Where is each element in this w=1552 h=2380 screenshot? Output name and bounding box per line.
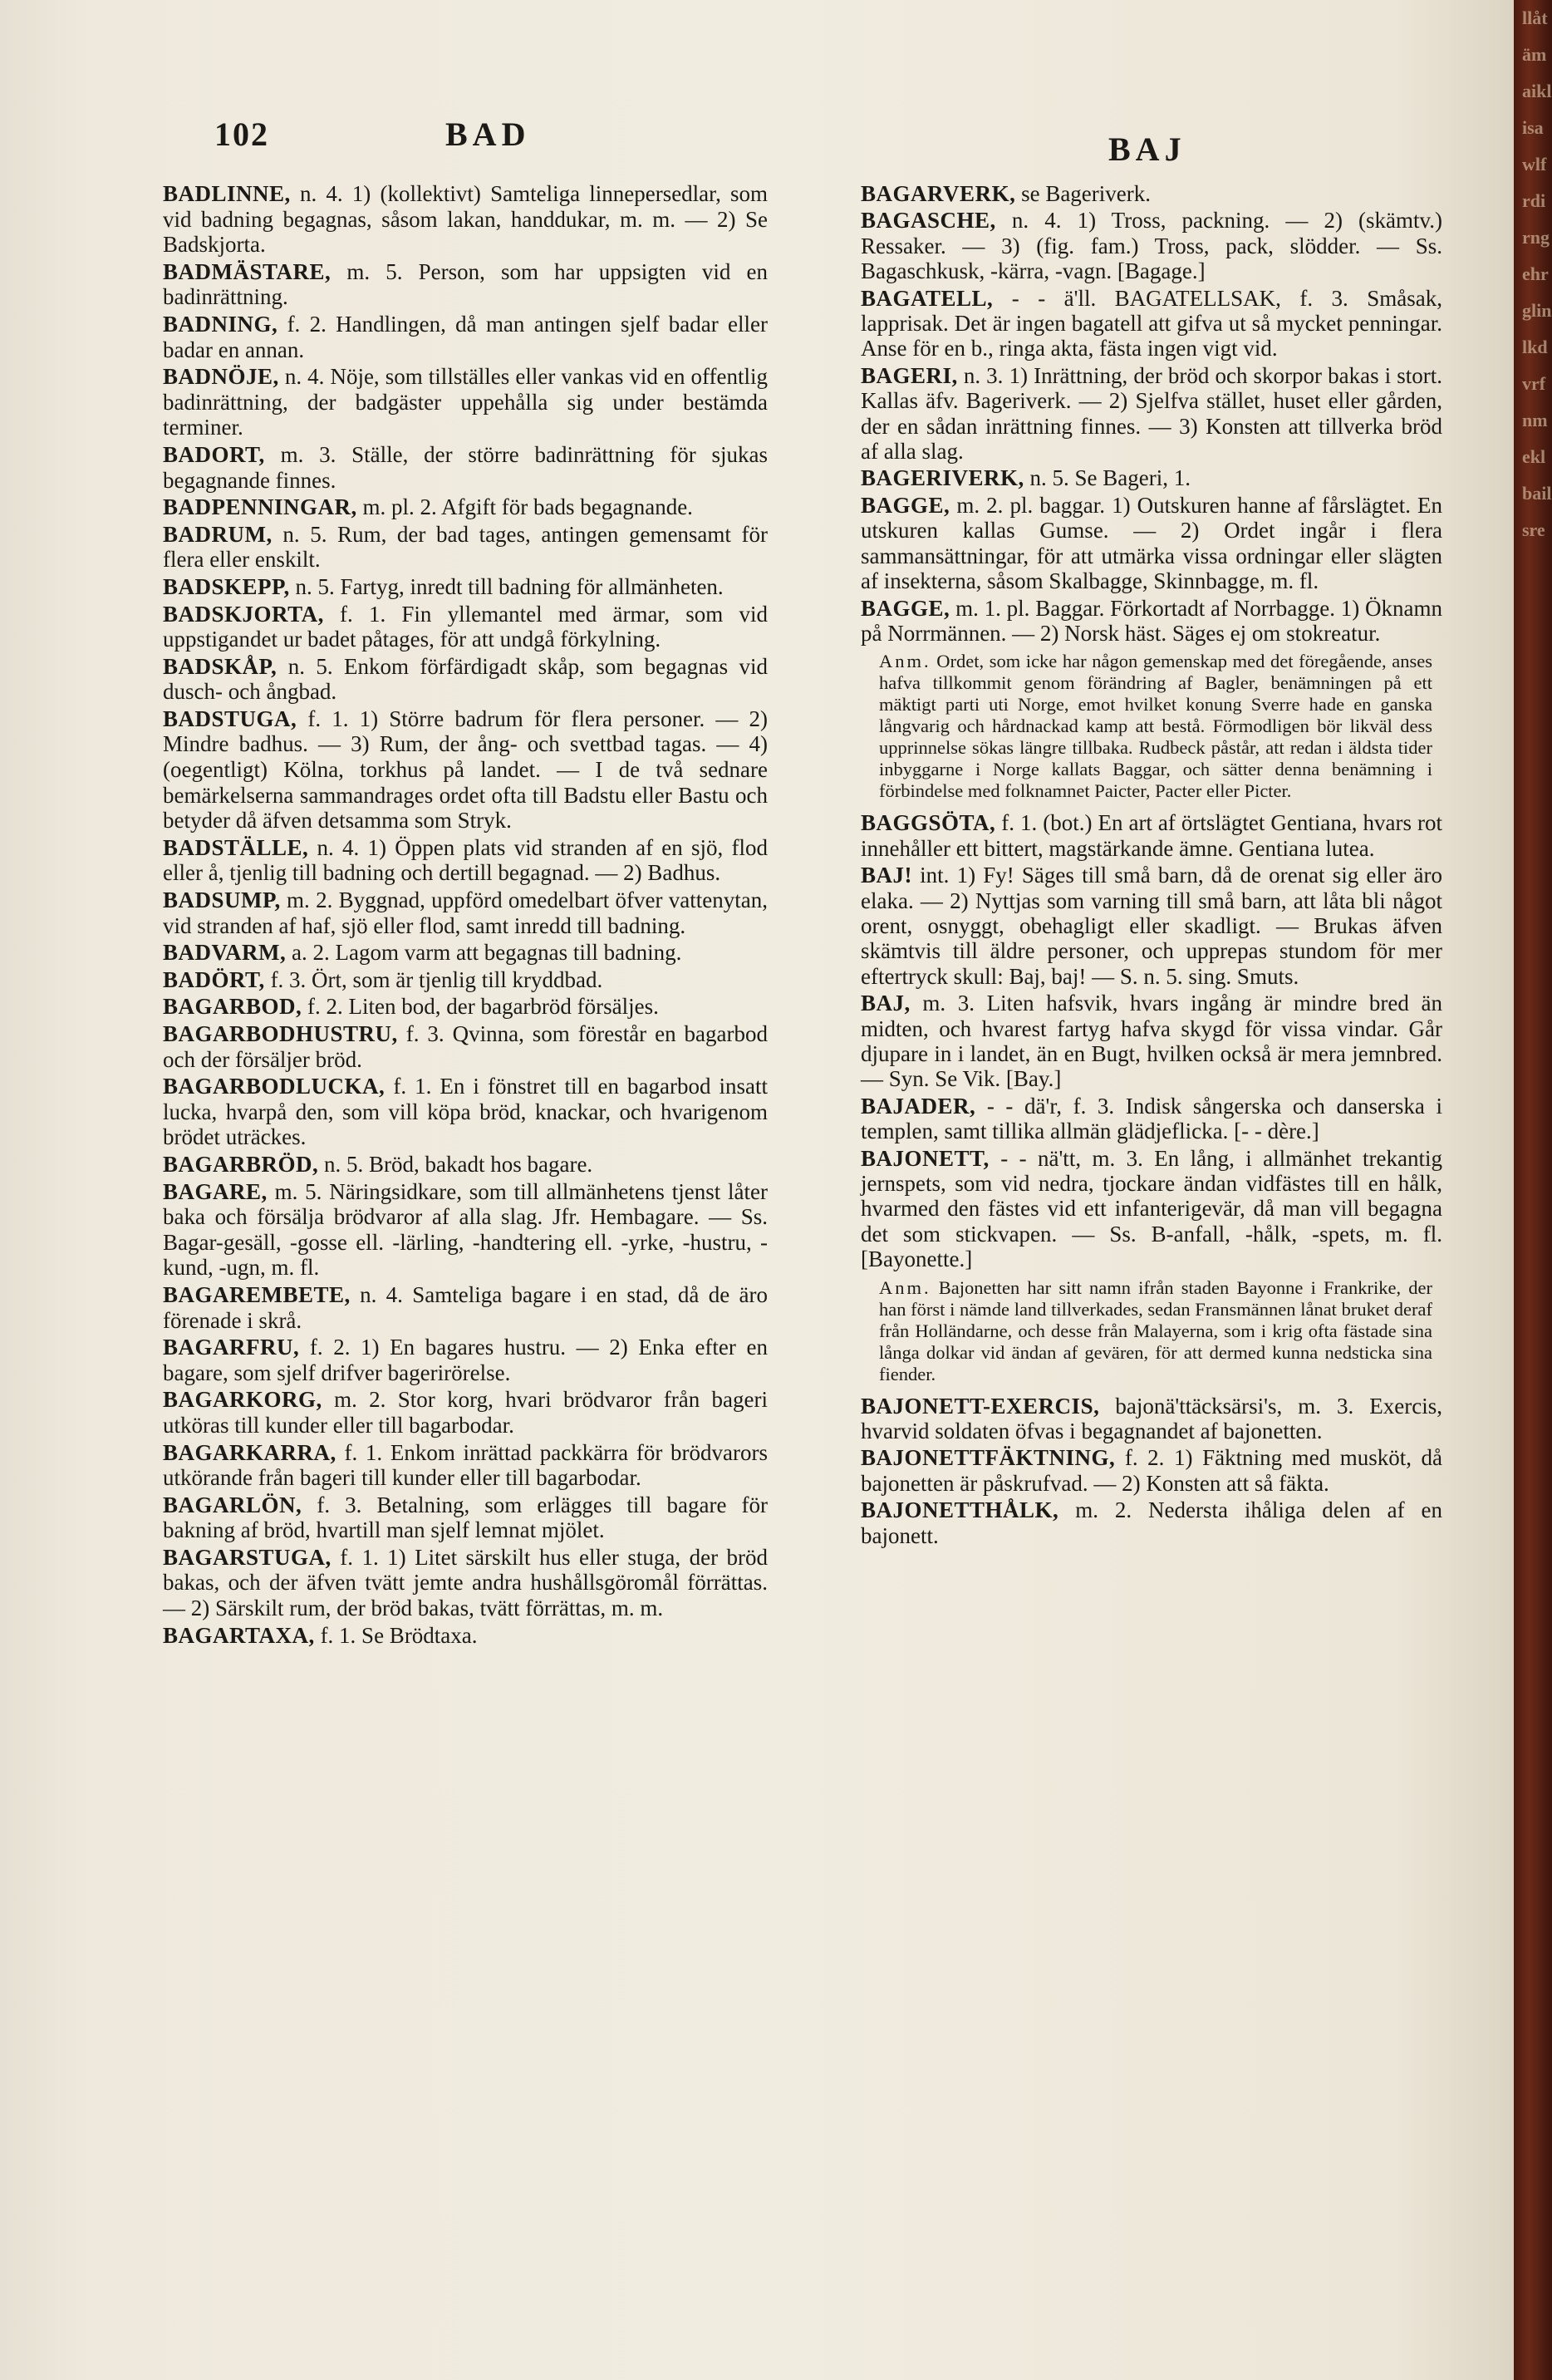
dictionary-entry: [861, 1394, 1442, 1444]
dictionary-entry: [861, 991, 1442, 1092]
entry-definition: - - dä'r, f. 3. Indisk sångerska och danserska i templen, samt tillika allmän glädjeflicka. [- - dère.]: [861, 1093, 1443, 1144]
headword: BAGARBODHUSTRU,: [163, 1021, 398, 1046]
dictionary-entry: [861, 465, 1442, 490]
headword: BAGERIVERK,: [861, 465, 1024, 491]
dictionary-entry: [163, 602, 768, 652]
headword: BAJ,: [861, 991, 911, 1016]
headword: BADNÖJE,: [163, 364, 279, 390]
headword: BAGGE,: [861, 595, 950, 621]
headword: BADMÄSTARE,: [163, 258, 332, 284]
dictionary-entry: [861, 1445, 1442, 1496]
entry-definition: f. 2. Liten bod, der bagarbröd försäljes.: [307, 994, 659, 1020]
dictionary-entry: [163, 181, 768, 258]
entry-definition: bajonä'ttäcksärsi's, m. 3. Exercis, hvarvid soldaten öfvas i begagnandet af bajonetten.: [861, 1393, 1443, 1444]
entry-definition: f. 1. 1) Större badrum för flera personer. — 2) Mindre badhus. — 3) Rum, der ång- och svettbad tagas. — 4) (oegentligt) Kölna, torkhus på landet. — I de två sednare bemärkelserna sammandrages ordet ofta till Badstu eller Bastu och betyder då äfven detsamma som Stryk.: [163, 706, 769, 833]
dictionary-entry: [163, 1152, 768, 1178]
dictionary-entry: [163, 494, 768, 520]
dictionary-entry: [163, 522, 768, 573]
right-guide-word: BAJ: [1108, 130, 1186, 168]
entry-definition: f. 1. (bot.) En art af örtslägtet Gentiana, hvars rot innehåller ett bittert, magstärkande ämne. Gentiana lutea.: [861, 810, 1443, 861]
dictionary-entry: [163, 706, 768, 833]
dictionary-entry: [163, 574, 768, 600]
entry-definition: f. 3. Ört, som är tjenlig till kryddbad.: [270, 966, 603, 992]
headword: BAGGSÖTA,: [861, 810, 996, 836]
entry-definition: n. 5. Se Bageri, 1.: [1029, 465, 1191, 491]
dictionary-entry: [861, 596, 1442, 647]
headword: BADSTUGA,: [163, 706, 297, 731]
entry-definition: int. 1) Fy! Säges till små barn, då de orenat sig eller äro elaka. — 2) Nyttjas som varning till små barn, att låta bli något orent, osnyggt, obehagligt eller skadligt. — Brukas äfven skämtvis till äldre personer, och upprepas stundom för mer eftertryck skull: Baj, baj! — S. n. 5. sing. Smuts.: [861, 863, 1443, 989]
entry-definition: f. 3. Betalning, som erlägges till bagare för bakning af bröd, hvartill man sjelf lemnat mjölet.: [163, 1492, 768, 1543]
dictionary-entry: [861, 1497, 1442, 1548]
headword: BAGATELL,: [861, 285, 994, 311]
headword: BADNING,: [163, 311, 278, 337]
left-column: [163, 181, 768, 1650]
headword: BADSKEPP,: [163, 573, 290, 599]
dictionary-entry: [861, 810, 1442, 861]
entry-definition: m. 5. Person, som har uppsigten vid en badinrättning.: [163, 258, 769, 310]
headword: BADRUM,: [163, 521, 273, 547]
entry-definition: n. 4. Nöje, som tillställes eller vankas vid en offentlig badinrättning, der badgäster uppehålla sig under bestämda terminer.: [163, 364, 769, 440]
entry-definition: - - ä'll. BAGATELLSAK, f. 3. Småsak, lapprisak. Det är ingen bagatell att gifva ut så mycket penningar. Anse för en b., ringa akta, fästa ingen vigt vid.: [861, 285, 1442, 361]
headword: BAJADER,: [861, 1093, 976, 1119]
entry-definition: n. 5. Bröd, bakadt hos bagare.: [324, 1151, 593, 1177]
headword: BAGARE,: [163, 1178, 268, 1204]
entry-definition: m. 5. Näringsidkare, som till allmänhetens tjenst låter baka och försälja brödvaror af alla slag. Jfr. Hembagare. — Ss. Bagar-gesäll, -gosse ell. -lärling, -handtering ell. -yrke, -hustru, -kund, -ugn, m. fl.: [163, 1178, 768, 1281]
headword: BAGARSTUGA,: [163, 1544, 332, 1570]
annotation-text: Ordet, som icke har någon gemenskap med det föregående, anses hafva tillkommit genom förändring af Bagler, benämningen på ett mäktigt parti uti Norge, emot hvilket konung Sverre hade en ganska långvarig och hårdnackad kamp att bestå. Förmodligen bör likväl dess upprinnelse sökas längre tillbaka. Rudbeck påstår, att redan i äldsta tider inbyggarne i Norge kallats Baggar, och sätter denna benämning i förbindelse med folknamnet Paicter, Pacter eller Picter.: [879, 651, 1432, 802]
dictionary-entry: [163, 1074, 768, 1150]
headword: BADÖRT,: [163, 966, 265, 992]
entry-definition: n. 5. Rum, der bad tages, antingen gemensamt för flera eller enskilt.: [163, 521, 768, 573]
entry-definition: m. 2. Stor korg, hvari brödvaror från bageri utköras till kunder eller till bagarbodar.: [163, 1387, 769, 1438]
headword: BAGAREMBETE,: [163, 1281, 351, 1307]
dictionary-entry: [861, 1094, 1442, 1144]
headword: BAJONETTFÄKTNING,: [861, 1445, 1116, 1471]
dictionary-entry: [861, 181, 1442, 206]
entry-definition: f. 1. 1) Litet särskilt hus eller stuga, der bröd bakas, och der äfven tvätt jemte andra hushållsgöromål förrättas. — 2) Särskilt rum, der bröd bakas, tvätt förrättas, m. m.: [163, 1544, 769, 1621]
entry-definition: f. 1. Enkom inrättad packkärra för brödvarors utkörande från bageri till kunder eller till bagarbodar.: [163, 1439, 768, 1491]
right-column: [861, 181, 1442, 1550]
headword: BAGARLÖN,: [163, 1492, 302, 1517]
headword: BAJONETTHÅLK,: [861, 1497, 1059, 1523]
headword: BAGARVERK,: [861, 181, 1016, 206]
entry-definition: f. 1. Fin yllemantel med ärmar, som vid uppstigandet ur badet påtages, för att undgå förkylning.: [163, 601, 768, 652]
headword: BADSKÅP,: [163, 653, 277, 679]
headword: BAGARBRÖD,: [163, 1151, 319, 1177]
dictionary-entry: [163, 940, 768, 966]
dictionary-entry: [163, 994, 768, 1020]
entry-definition: m. 1. pl. Baggar. Förkortadt af Norrbagge. 1) Öknamn på Norrmännen. — 2) Norsk häst. Säges ej om stokreatur.: [861, 595, 1442, 646]
headword: BAGGE,: [861, 492, 950, 518]
entry-definition: m. 2. pl. baggar. 1) Outskuren hanne af fårslägtet. En utskuren kallas Gumse. — 2) Ordet ingår i flera sammansättningar, för att utmärka vissa ordningar eller slägten af insekterna, såsom Skalbagge, Skinnbagge, m. fl.: [861, 492, 1443, 594]
headword: BAJONETT,: [861, 1145, 990, 1171]
dictionary-entry: [861, 208, 1442, 283]
dictionary-entry: [163, 888, 768, 938]
entry-definition: n. 5. Fartyg, inredt till badning för allmänheten.: [295, 573, 724, 599]
annotation-note: [879, 651, 1432, 802]
entry-definition: m. pl. 2. Afgift för bads begagnande.: [362, 494, 693, 520]
dictionary-entry: [163, 364, 768, 440]
entry-definition: f. 2. Handlingen, då man antingen sjelf badar eller badar en annan.: [163, 311, 768, 362]
entry-definition: n. 3. 1) Inrättning, der bröd och skorpor bakas i stort. Kallas äfv. Bageriverk. — 2) Sjelfva stället, huset eller gården, der en sådan inrättning finnes. — 3) Konsten att tillverka bröd af alla slag.: [861, 362, 1442, 465]
headword: BAGERI,: [861, 362, 958, 388]
dictionary-entry: [163, 1335, 768, 1385]
dictionary-entry: [163, 442, 768, 493]
headword: BAGARBOD,: [163, 994, 302, 1020]
entry-definition: f. 1. Se Brödtaxa.: [320, 1622, 478, 1648]
dictionary-entry: [861, 1146, 1442, 1272]
dictionary-entry: [163, 654, 768, 705]
dictionary-entry: [861, 363, 1442, 465]
entry-definition: n. 4. 1) Tross, packning. — 2) (skämtv.) Ressaker. — 3) (fig. fam.) Tross, pack, slödder. — Ss. Bagaschkusk, -kärra, -vagn. [Bagage.]: [861, 208, 1442, 284]
dictionary-entry: [163, 1387, 768, 1438]
entry-definition: f. 2. 1) Fäktning med musköt, då bajonetten är påskrufvad. — 2) Konsten att så fäkta.: [861, 1445, 1443, 1496]
annotation-note: [879, 1277, 1432, 1385]
entry-definition: n. 4. 1) (kollektivt) Samteliga linnepersedlar, som vid badning begagnas, såsom lakan, handdukar, m. m. — 2) Se Badskjorta.: [163, 181, 769, 258]
dictionary-entry: [163, 835, 768, 886]
facing-page-edge: llåtämaiklisawlfrdirngehrglinlkdvrfnmeklbailsre: [1522, 7, 1552, 540]
entry-definition: a. 2. Lagom varm att begagnas till badning.: [292, 940, 682, 966]
annotation-label: Anm.: [879, 651, 931, 672]
entry-definition: n. 5. Enkom förfärdigadt skåp, som begagnas vid dusch- och ångbad.: [163, 653, 769, 705]
headword: BAGASCHE,: [861, 208, 996, 234]
headword: BADLINNE,: [163, 181, 291, 206]
dictionary-entry: [163, 1021, 768, 1072]
annotation-label: Anm.: [879, 1276, 931, 1298]
entry-definition: m. 3. Ställe, der större badinrättning för sjukas begagnande finnes.: [163, 441, 769, 493]
dictionary-entry: [861, 493, 1442, 594]
dictionary-entry: [163, 312, 768, 362]
dictionary-entry: [163, 259, 768, 310]
annotation-text: Bajonetten har sitt namn ifrån staden Bayonne i Frankrike, der han först i nämde land tillverkades, sedan Fransmännen lånat bruket deraf från Holländarne, och desse från Malayerna, som i krig ofta fästade sina långa dolkar vid ändan af gevären, för att dermed kunna nedsticka sina fiender.: [879, 1276, 1432, 1384]
entry-definition: se Bageriverk.: [1021, 181, 1152, 206]
dictionary-entry: [163, 1623, 768, 1649]
headword: BAGARKORG,: [163, 1387, 322, 1413]
entry-definition: f. 2. 1) En bagares hustru. — 2) Enka efter en bagare, som sjelf drifver bagerirörelse.: [163, 1335, 768, 1385]
entry-definition: f. 1. En i fönstret till en bagarbod insatt lucka, hvarpå den, som vill köpa bröd, knackar, och hvarigenom brödet uträckes.: [163, 1074, 769, 1150]
entry-definition: - - nä'tt, m. 3. En lång, i allmänhet trekantig jernspets, som vid nedra, tjockare ändan vidfästes till en hålk, hvarmed den fästes vid ett infanterigevär, då man vill begagna det som stickvapen. — Ss. B-anfall, -hålk, -spets, m. fl. [Bayonette.]: [861, 1145, 1442, 1272]
headword: BADSUMP,: [163, 888, 281, 913]
page-number: 102: [214, 116, 269, 153]
dictionary-entry: [163, 967, 768, 993]
dictionary-entry: [163, 1179, 768, 1281]
entry-definition: m. 2. Byggnad, uppförd omedelbart öfver vattenytan, vid stranden af haf, sjö eller flod, samt inredd till badning.: [163, 888, 768, 938]
entry-definition: m. 3. Liten hafsvik, hvars ingång är mindre bred än midten, och hvarest fartyg hafva skygd för vissa vindar. Går djupare in i landet, än en Bugt, hvilken också är mera jemnbred. — Syn. Se Vik. [Bay.]: [861, 991, 1442, 1092]
headword: BADSKJORTA,: [163, 601, 324, 627]
entry-definition: n. 4. 1) Öppen plats vid stranden af en sjö, flod eller å, tjenlig till badning och dertill begagnad. — 2) Badhus.: [163, 834, 768, 886]
dictionary-entry: [163, 1282, 768, 1333]
headword: BADORT,: [163, 441, 265, 467]
headword: BAJ!: [861, 863, 912, 888]
dictionary-entry: [163, 1440, 768, 1491]
dictionary-entry: [861, 286, 1442, 361]
headword: BADVARM,: [163, 940, 287, 966]
dictionary-entry: [163, 1545, 768, 1621]
dictionary-entry: [861, 863, 1442, 989]
headword: BAGARFRU,: [163, 1335, 300, 1360]
headword: BAGARBODLUCKA,: [163, 1074, 386, 1099]
headword: BAGARKARRA,: [163, 1439, 336, 1465]
left-guide-word: BAD: [445, 116, 531, 153]
entry-definition: m. 2. Nedersta ihåliga delen af en bajonett.: [861, 1497, 1442, 1548]
headword: BAJONETT-EXERCIS,: [861, 1393, 1100, 1419]
dictionary-entry: [163, 1492, 768, 1543]
headword: BAGARTAXA,: [163, 1622, 315, 1648]
entry-definition: n. 4. Samteliga bagare i en stad, då de äro förenade i skrå.: [163, 1281, 768, 1333]
entry-definition: f. 3. Qvinna, som förestår en bagarbod och der försäljer bröd.: [163, 1021, 768, 1072]
headword: BADPENNINGAR,: [163, 494, 357, 520]
headword: BADSTÄLLE,: [163, 834, 309, 860]
